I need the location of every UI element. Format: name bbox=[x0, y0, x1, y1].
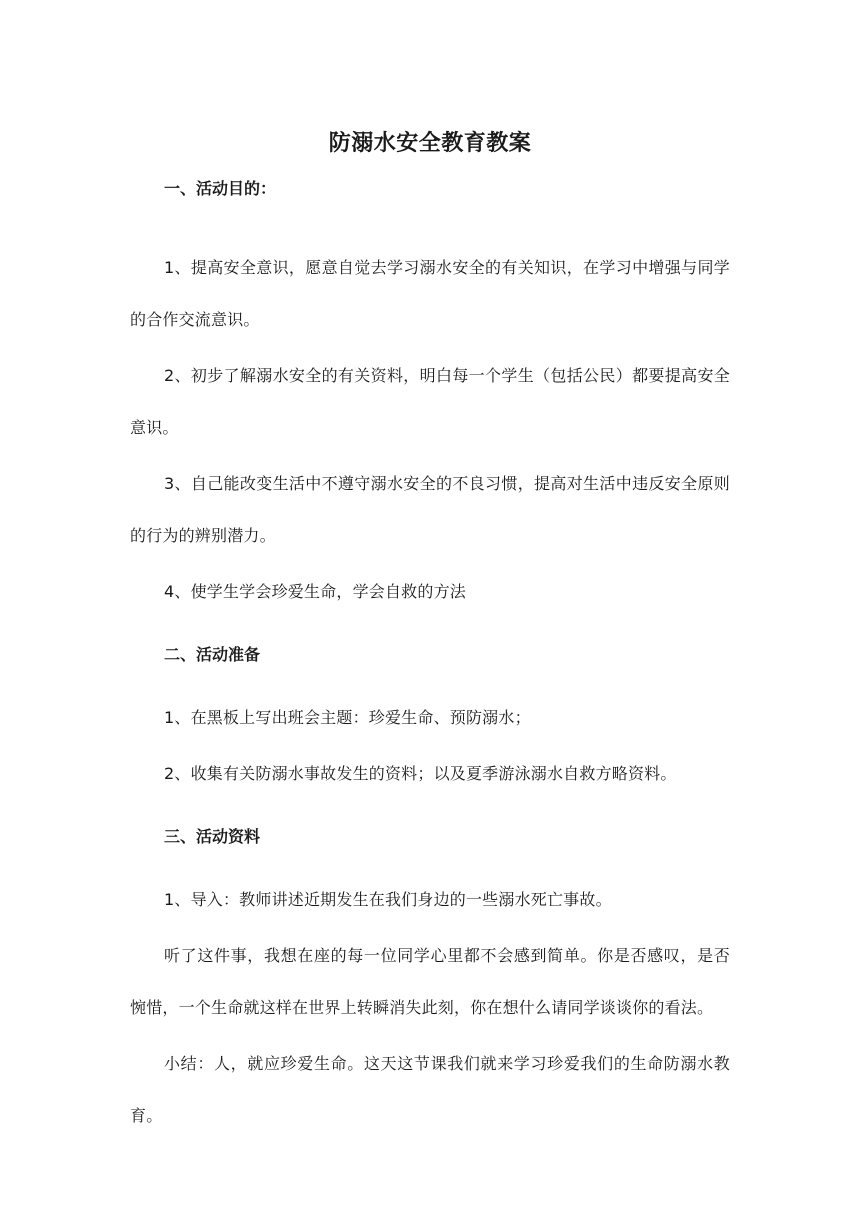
document-body bbox=[130, 172, 730, 1142]
paragraph-objective-2: 2、初步了解溺水安全的有关资料，明白每一个学生（包括公民）都要提高安全意识。 bbox=[130, 366, 730, 437]
paragraph-objective-1: 1、提高安全意识，愿意自觉去学习溺水安全的有关知识，在学习中增强与同学的合作交流意识。 bbox=[130, 258, 730, 329]
paragraph-objective-3: 3、自己能改变生活中不遵守溺水安全的不良习惯，提高对生活中违反安全原则的行为的辨别潜力。 bbox=[130, 474, 730, 545]
paragraph-objective-4: 4、使学生学会珍爱生命，学会自救的方法 bbox=[164, 582, 466, 601]
document-title: 防溺水安全教育教案 bbox=[328, 131, 532, 156]
section-heading-preparation: 二、活动准备 bbox=[164, 645, 261, 664]
section-heading-objectives: 一、活动目的： bbox=[164, 179, 277, 198]
section-heading-activity: 三、活动资料 bbox=[164, 827, 261, 846]
paragraph-activity-2: 听了这件事，我想在座的每一位同学心里都不会感到简单。你是否感叹，是否惋惜，一个生命就这样在世界上转瞬消失此刻，你在想什么请同学谈谈你的看法。 bbox=[130, 946, 730, 1017]
paragraph-activity-3: 小结：人，就应珍爱生命。这天这节课我们就来学习珍爱我们的生命防溺水教育。 bbox=[130, 1054, 730, 1125]
paragraph-preparation-2: 2、收集有关防溺水事故发生的资料；以及夏季游泳溺水自救方略资料。 bbox=[164, 764, 677, 783]
paragraph-preparation-1: 1、在黑板上写出班会主题：珍爱生命、预防溺水； bbox=[164, 708, 531, 727]
paragraph-activity-1: 1、导入：教师讲述近期发生在我们身边的一些溺水死亡事故。 bbox=[164, 890, 612, 909]
